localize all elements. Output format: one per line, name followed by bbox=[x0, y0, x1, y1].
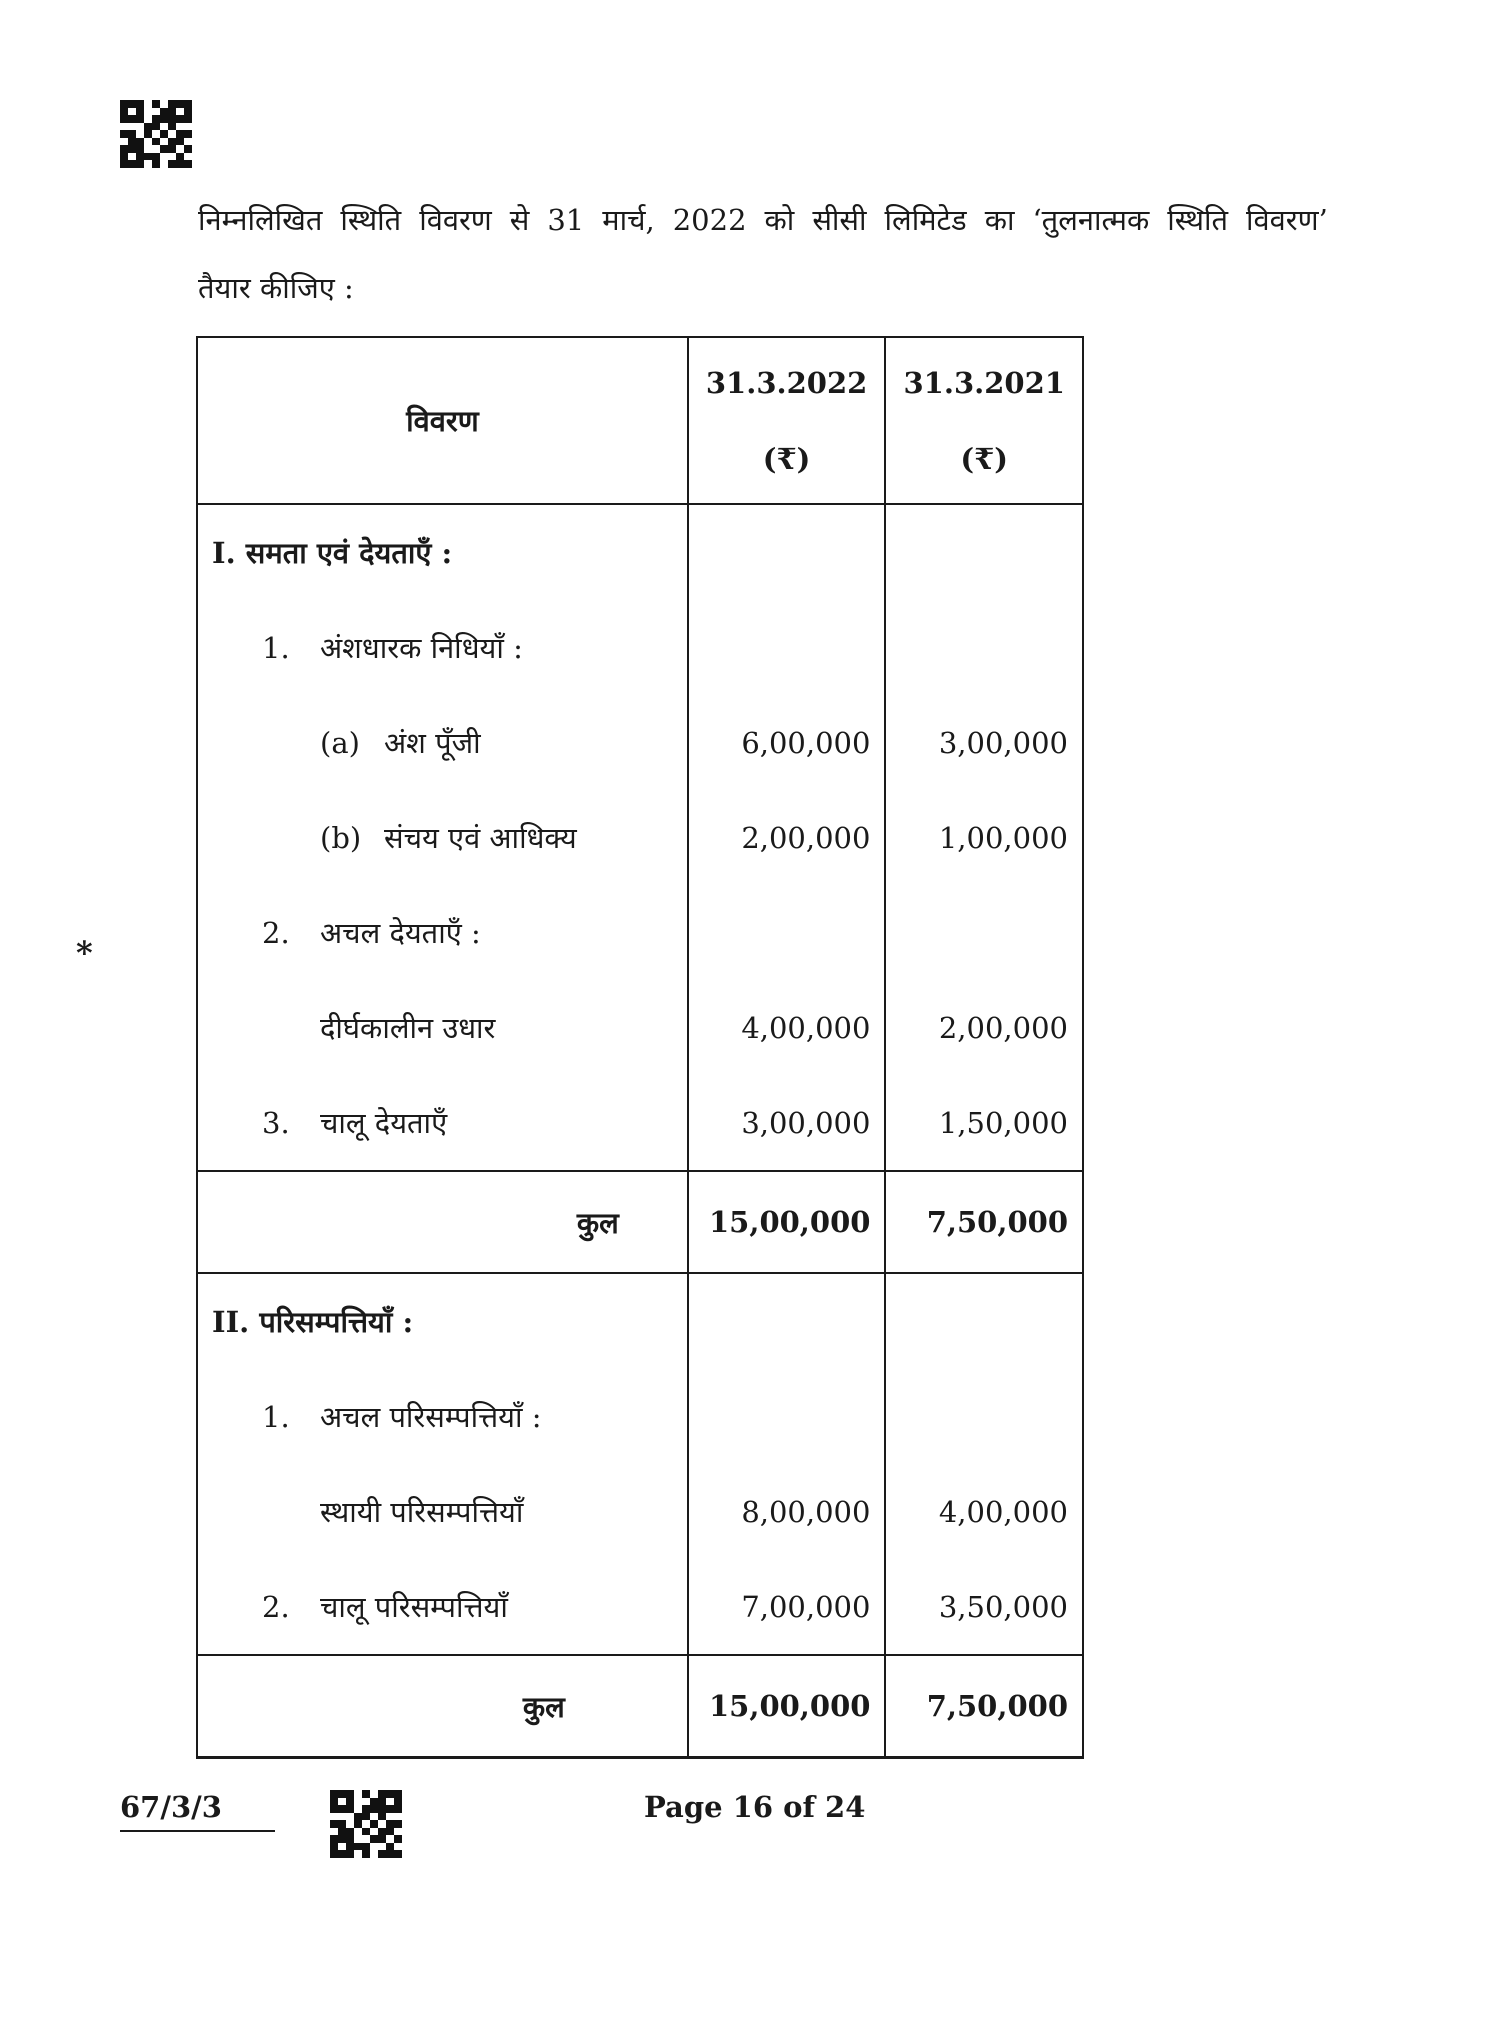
margin-asterisk: * bbox=[76, 934, 93, 972]
item-number: (b) bbox=[320, 821, 362, 855]
item-label: दीर्घकालीन उधार bbox=[197, 980, 688, 1075]
question-word: मार्च, bbox=[602, 203, 655, 237]
header-particulars: विवरण bbox=[197, 337, 688, 504]
question-word: निम्नलिखित bbox=[198, 203, 323, 237]
total-row bbox=[197, 1171, 1083, 1273]
value-2022: 8,00,000 bbox=[688, 1464, 886, 1559]
item-label: अचल देयताएँ : bbox=[320, 916, 481, 950]
item-number: 2. bbox=[262, 1590, 290, 1624]
item-number: 2. bbox=[262, 916, 290, 950]
table-row bbox=[197, 504, 1083, 600]
table-row bbox=[197, 1273, 1083, 1369]
item-number: 1. bbox=[262, 631, 290, 665]
qr-code-icon bbox=[330, 1790, 402, 1858]
question-word: लिमिटेड bbox=[884, 203, 967, 237]
item-number: 3. bbox=[262, 1106, 290, 1140]
question-text bbox=[198, 186, 1328, 322]
section-title: II. परिसम्पत्तियाँ : bbox=[197, 1273, 688, 1369]
question-word: ‘तुलनात्मक bbox=[1032, 203, 1150, 237]
value-2021: 1,50,000 bbox=[885, 1075, 1083, 1171]
value-2021: 2,00,000 bbox=[885, 980, 1083, 1075]
question-word: 31 bbox=[547, 203, 585, 237]
table-row bbox=[197, 695, 1083, 790]
total-label: कुल bbox=[197, 1171, 688, 1273]
total-label: कुल bbox=[197, 1655, 688, 1758]
question-line-1 bbox=[198, 186, 1328, 254]
section-title: I. समता एवं देयताएँ : bbox=[197, 504, 688, 600]
table-row bbox=[197, 1369, 1083, 1464]
value-2022: 7,00,000 bbox=[688, 1559, 886, 1655]
table-row bbox=[197, 1075, 1083, 1171]
page-number: Page 16 of 24 bbox=[644, 1790, 866, 1824]
item-number: (a) bbox=[320, 726, 360, 760]
item-label: चालू देयताएँ bbox=[320, 1106, 448, 1140]
table-row bbox=[197, 885, 1083, 980]
question-word: स्थिति bbox=[340, 203, 402, 237]
value-2021: 3,50,000 bbox=[885, 1559, 1083, 1655]
item-label: संचय एवं आधिक्य bbox=[384, 821, 577, 855]
total-2021: 7,50,000 bbox=[885, 1655, 1083, 1758]
balance-sheet-table bbox=[196, 336, 1084, 1759]
item-label: स्थायी परिसम्पत्तियाँ bbox=[197, 1464, 688, 1559]
question-word: स्थिति bbox=[1167, 203, 1229, 237]
total-2022: 15,00,000 bbox=[688, 1171, 886, 1273]
question-word: से bbox=[509, 203, 530, 237]
total-2022: 15,00,000 bbox=[688, 1655, 886, 1758]
item-number: 1. bbox=[262, 1400, 290, 1434]
question-word: का bbox=[984, 203, 1015, 237]
item-label: चालू परिसम्पत्तियाँ bbox=[320, 1590, 508, 1624]
header-2022-unit: (₹) bbox=[762, 441, 811, 476]
value-2022: 2,00,000 bbox=[688, 790, 886, 885]
question-word: सीसी bbox=[812, 203, 867, 237]
question-word: को bbox=[764, 203, 795, 237]
question-paper-code: 67/3/3 bbox=[120, 1790, 275, 1832]
value-2022: 3,00,000 bbox=[688, 1075, 886, 1171]
qr-code-icon bbox=[120, 100, 192, 168]
value-2022: 4,00,000 bbox=[688, 980, 886, 1075]
header-2022-date: 31.3.2022 bbox=[705, 365, 868, 400]
table-row bbox=[197, 790, 1083, 885]
question-word: विवरण bbox=[419, 203, 492, 237]
value-2021: 4,00,000 bbox=[885, 1464, 1083, 1559]
header-2021 bbox=[885, 337, 1083, 504]
header-2021-date: 31.3.2021 bbox=[903, 365, 1065, 400]
item-label: अंश पूँजी bbox=[384, 726, 481, 760]
value-2021: 1,00,000 bbox=[885, 790, 1083, 885]
question-word: विवरण’ bbox=[1246, 203, 1328, 237]
question-line-2: तैयार कीजिए : bbox=[198, 271, 354, 305]
header-2021-unit: (₹) bbox=[960, 441, 1009, 476]
table-row bbox=[197, 1559, 1083, 1655]
table-row bbox=[197, 1464, 1083, 1559]
question-word: 2022 bbox=[672, 203, 747, 237]
value-2022: 6,00,000 bbox=[688, 695, 886, 790]
table-row bbox=[197, 600, 1083, 695]
item-label: अचल परिसम्पत्तियाँ : bbox=[320, 1400, 542, 1434]
item-label: अंशधारक निधियाँ : bbox=[320, 631, 523, 665]
total-row bbox=[197, 1655, 1083, 1758]
value-2021: 3,00,000 bbox=[885, 695, 1083, 790]
table-row bbox=[197, 980, 1083, 1075]
total-2021: 7,50,000 bbox=[885, 1171, 1083, 1273]
header-2022 bbox=[688, 337, 886, 504]
